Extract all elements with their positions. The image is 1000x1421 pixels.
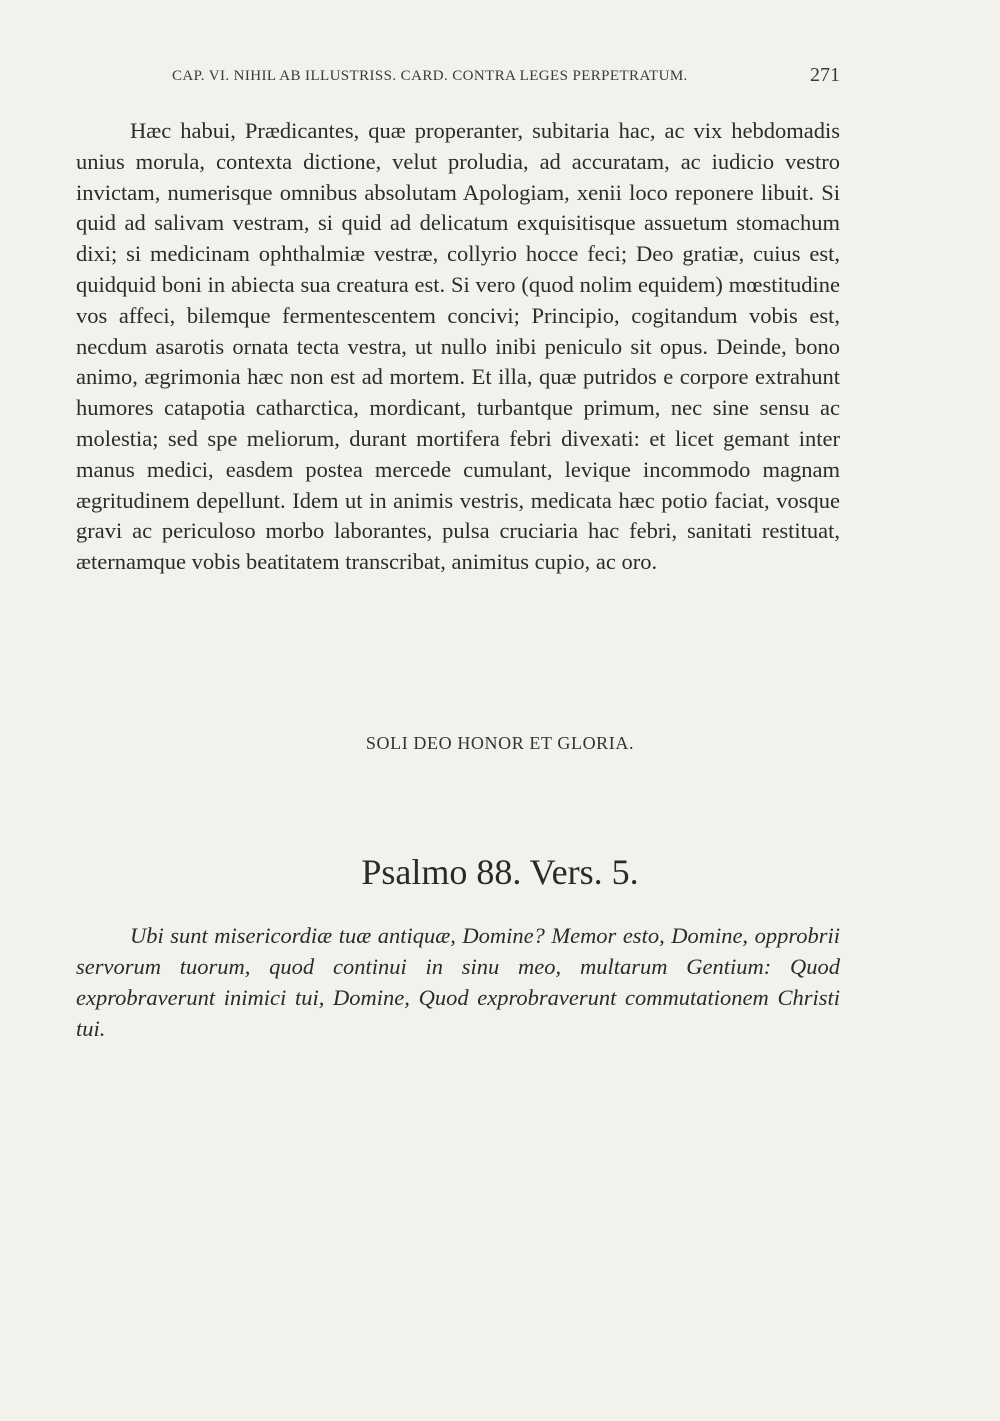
- running-head: CAP. VI. NIHIL AB ILLUSTRISS. CARD. CONTRA LEGES PERPETRATUM.: [172, 68, 688, 84]
- verse-paragraph: Ubi sunt misericordiæ tuæ antiquæ, Domine? Memor esto, Domine, opprobrii servorum tuorum, quod continui in sinu meo, multarum Gentium: Quod exprobraverunt inimici tui, Domine, Quod exprobraverunt commutationem Christi tui.: [76, 923, 840, 1041]
- main-paragraph: Hæc habui, Prædicantes, quæ properanter, subitaria hac, ac vix hebdomadis unius morula, contexta dictione, velut proludia, ad accuratam, ac iudicio vestro invictam, numerisque omnibus absolutam Apologiam, xenii loco reponere libuit. Si quid ad salivam vestram, si quid ad delicatum exquisitisque assuetum stomachum dixi; si medicinam ophthalmiæ vestræ, collyrio hocce feci; Deo gratiæ, cuius est, quidquid boni in abiecta sua creatura est. Si vero (quod nolim equidem) mœstitudine vos affeci, bilemque fermentescentem concivi; Principio, cogitandum vobis est, necdum asarotis ornata tecta vestra, ut nullo inibi peniculo sit opus. Deinde, bono animo, ægrimonia hæc non est ad mortem. Et illa, quæ putridos e corpore extrahunt humores catapotia catharctica, mordicant, turbantque primum, nec sine sensu ac molestia; sed spe meliorum, durant mortifera febri divexati: et licet gemant inter manus medici, easdem postea mercede cumulant, levique incommodo magnam ægritudinem depellunt. Idem ut in animis vestris, medicata hæc potio faciat, vosque gravi ac periculoso morbo laborantes, pulsa cruciaria hac febri, sanitati restituat, æternamque vobis beatitatem transcribat, animitus cupio, ac oro.: [76, 118, 840, 575]
- verse-text: [76, 920, 840, 1044]
- section-title: Psalmo 88. Vers. 5.: [361, 852, 639, 892]
- page-number: 271: [810, 64, 840, 86]
- closing-line: SOLI DEO HONOR ET GLORIA.: [365, 733, 635, 753]
- body-text: [76, 116, 840, 578]
